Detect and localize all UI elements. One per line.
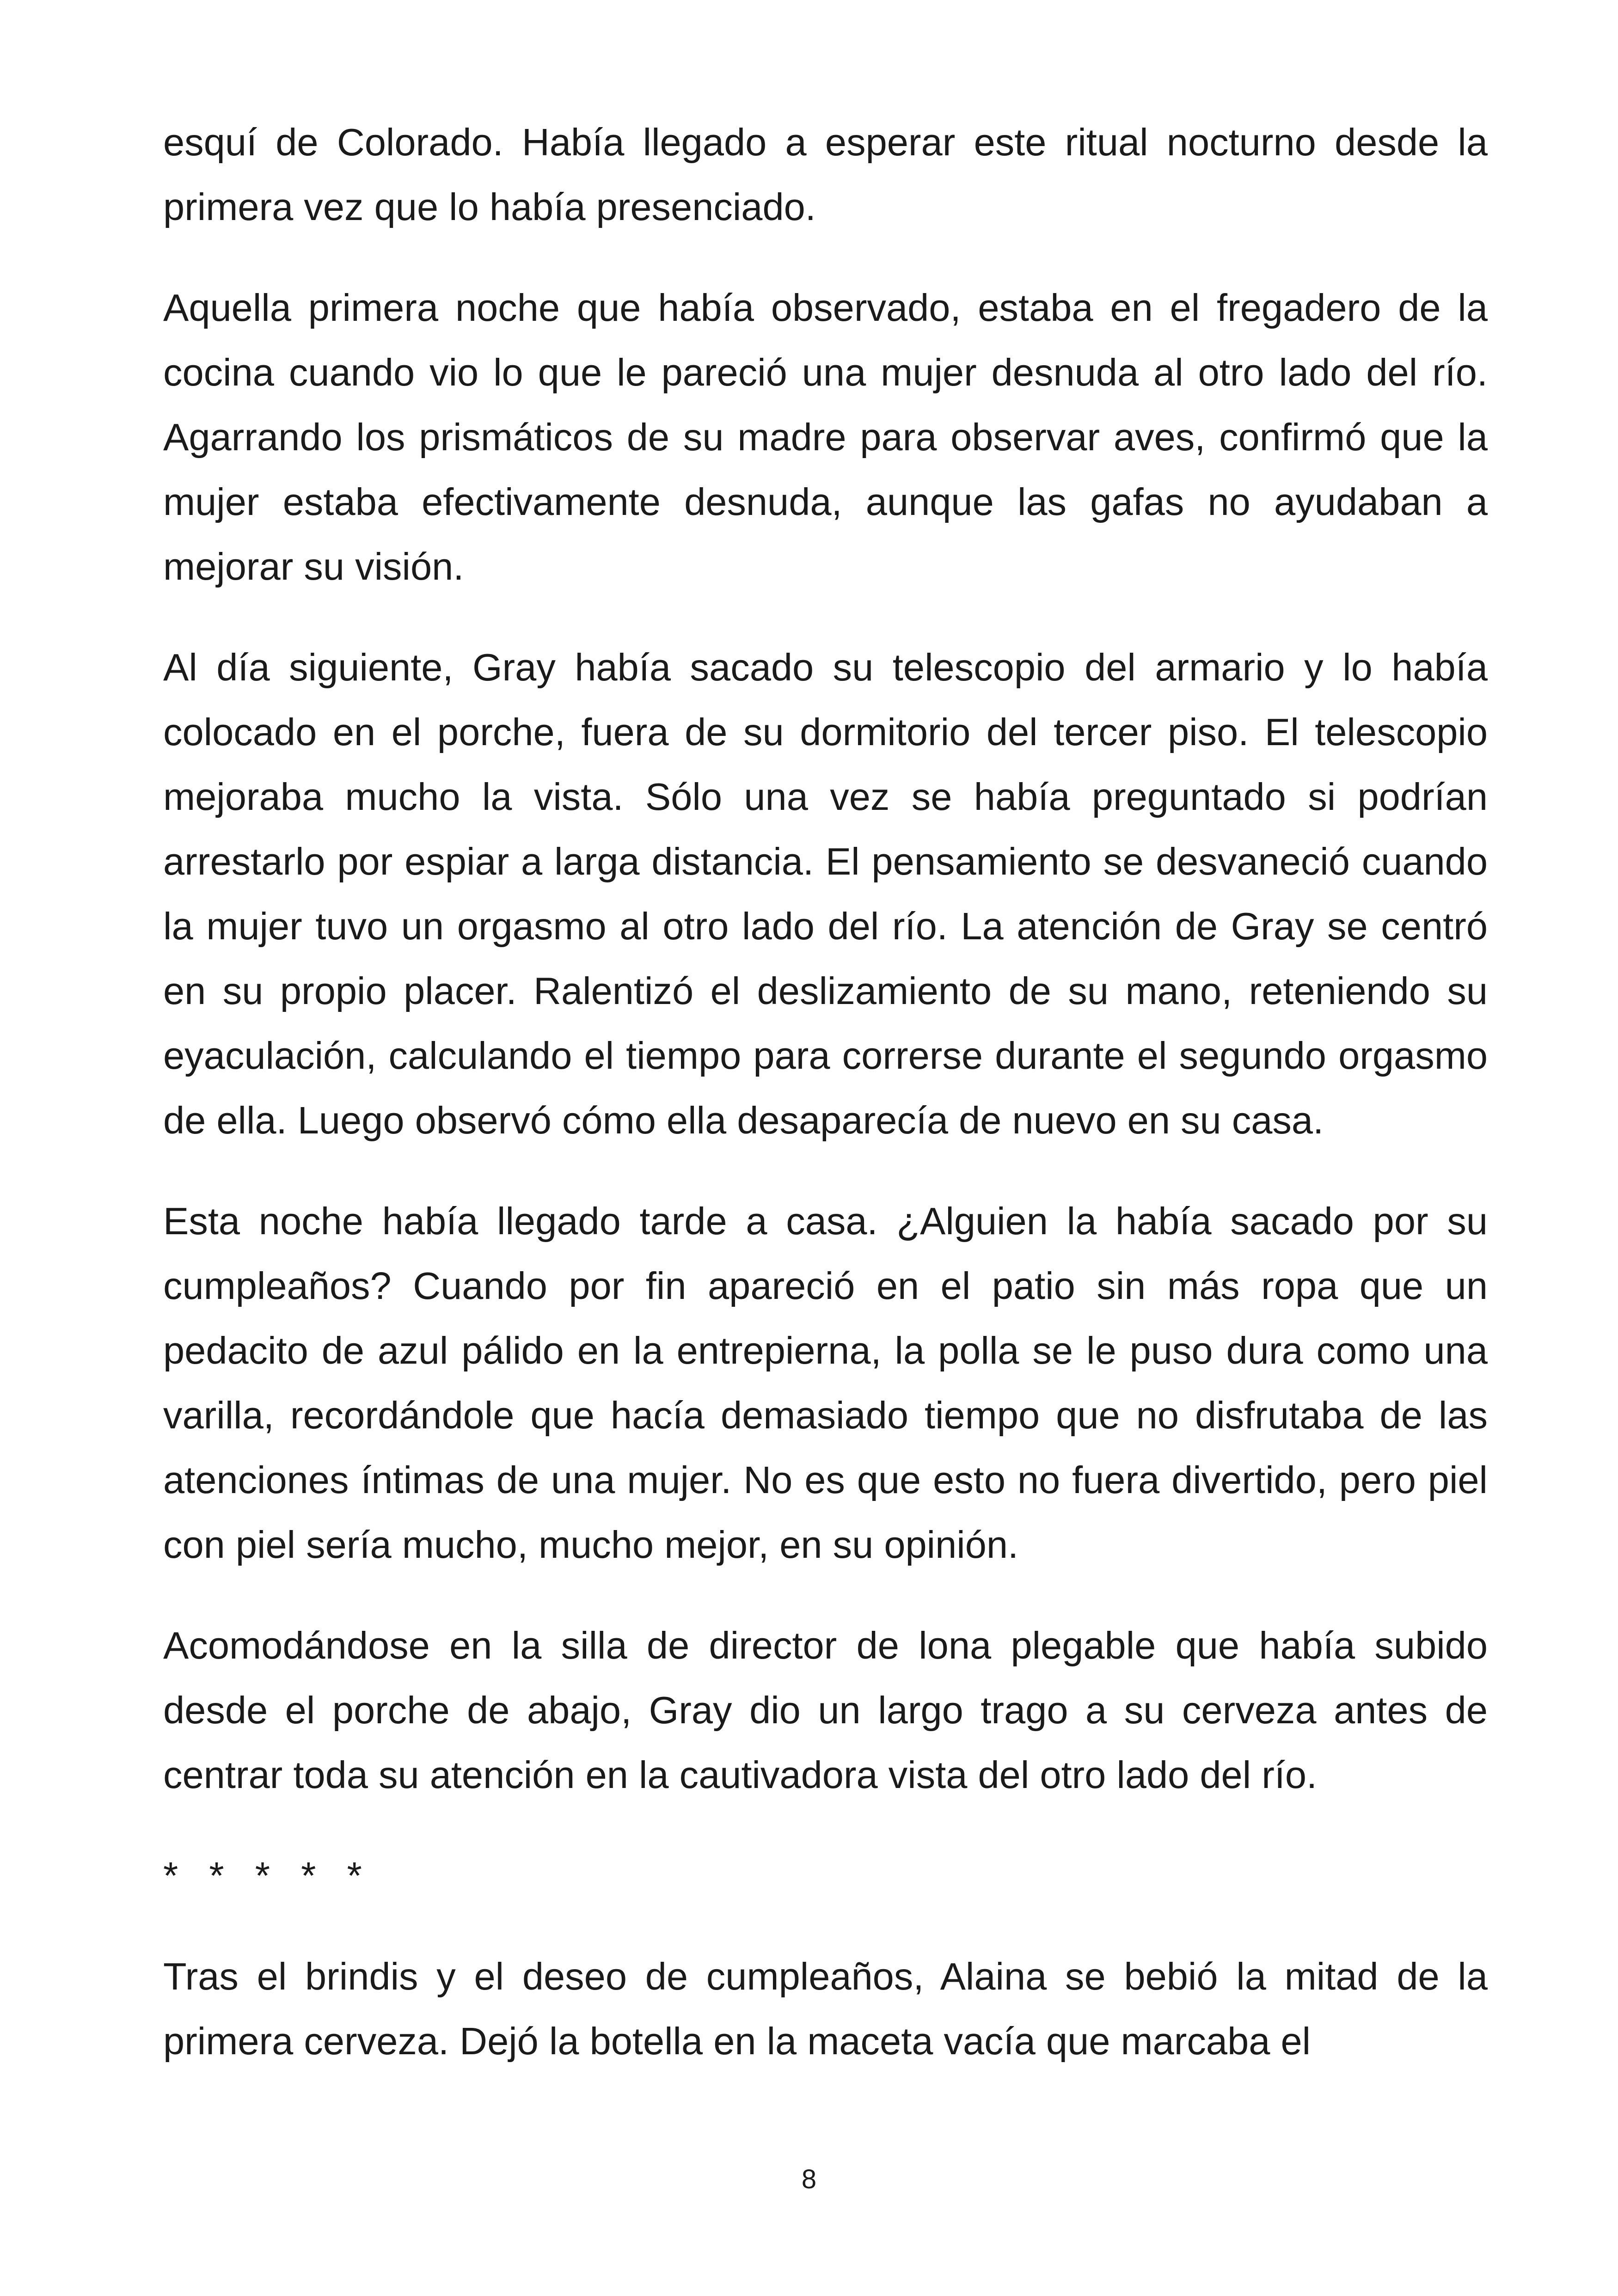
paragraph-1: esquí de Colorado. Había llegado a esperar este ritual nocturno desde la primera vez que lo había presenciado. (163, 121, 1488, 228)
paragraph-5: Acomodándose en la silla de director de lona plegable que había subido desde el porche de abajo, Gray dio un largo trago a su cerveza antes de centrar toda su atención en la cautivadora vista del otro lado del río. (163, 1624, 1488, 1796)
scene-break-separator: * * * * * (163, 1854, 372, 1897)
page-number: 8 (801, 2164, 817, 2194)
paragraph-4: Esta noche había llegado tarde a casa. ¿Alguien la había sacado por su cumpleaños? Cuando por fin apareció en el patio sin más ropa que un pedacito de azul pálido en la entrepierna, la polla se le puso dura como una varilla, recordándole que hacía demasiado tiempo que no disfrutaba de las atenciones íntimas de una mujer. No es que esto no fuera divertido, pero piel con piel sería mucho, mucho mejor, en su opinión. (163, 1200, 1488, 1566)
paragraph-3: Al día siguiente, Gray había sacado su telescopio del armario y lo había colocado en el porche, fuera de su dormitorio del tercer piso. El telescopio mejoraba mucho la vista. Sólo una vez se había preguntado si podrían arrestarlo por espiar a larga distancia. El pensamiento se desvaneció cuando la mujer tuvo un orgasmo al otro lado del río. La atención de Gray se centró en su propio placer. Ralentizó el deslizamiento de su mano, reteniendo su eyaculación, calculando el tiempo para correrse durante el segundo orgasmo de ella. Luego observó cómo ella desaparecía de nuevo en su casa. (163, 646, 1488, 1142)
paragraph-6: Tras el brindis y el deseo de cumpleaños, Alaina se bebió la mitad de la primera cerveza. Dejó la botella en la maceta vacía que marcaba el (163, 1955, 1488, 2063)
paragraph-2: Aquella primera noche que había observado, estaba en el fregadero de la cocina cuando vio lo que le pareció una mujer desnuda al otro lado del río. Agarrando los prismáticos de su madre para observar aves, confirmó que la mujer estaba efectivamente desnuda, aunque las gafas no ayudaban a mejorar su visión. (163, 286, 1488, 588)
body-text (163, 110, 1488, 2110)
